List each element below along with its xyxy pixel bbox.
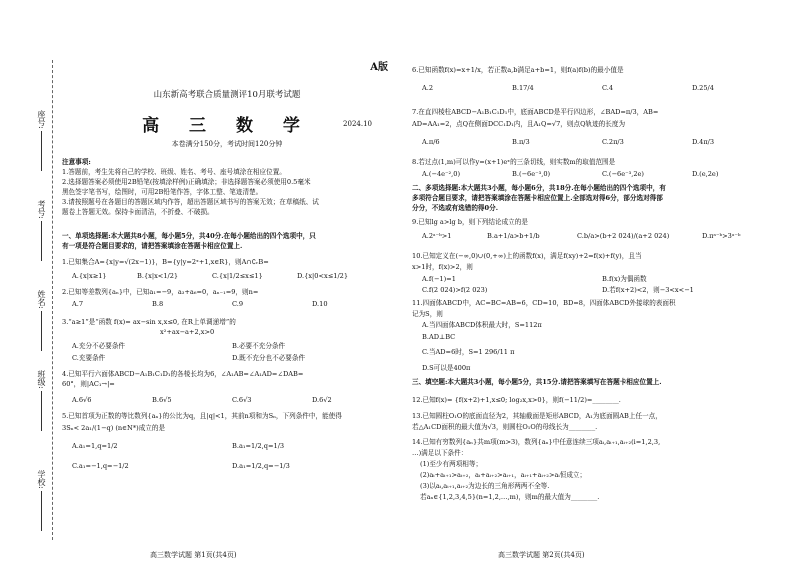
q3-stem-piece2: x²+ax−a+2,x>0 bbox=[160, 328, 215, 336]
section3-heading: 三、填空题:本大题共3小题，每小题5分，共15分.请把答案填写在答题卡相应位置上. bbox=[412, 378, 662, 386]
q6-option-d[interactable]: D.25/4 bbox=[692, 84, 714, 92]
q9-option-b[interactable]: B.a+1/a>b+1/b bbox=[487, 232, 540, 240]
notice-1: 1.答题前，考生先将自己的学校、班级、姓名、考号、座号填涂在相应位置。 bbox=[62, 168, 286, 176]
q8-option-d[interactable]: D.(e,2e) bbox=[692, 170, 719, 178]
q2-stem: 2.已知等差数列{aₙ}中，已知a₁=−9，a₃+a₆=0，aₙ₋₁=9，则n= bbox=[62, 288, 259, 296]
notice-2b: 黑色签字笔书写，绘图时，可用2B铅笔作答，字体工整、笔迹清楚。 bbox=[62, 188, 263, 196]
q10-stem-cont: x>1时，f(x)>2，则 bbox=[412, 263, 473, 271]
q4-option-d[interactable]: D.6√2 bbox=[312, 396, 332, 404]
version-mark: A版 bbox=[370, 62, 388, 73]
q2-option-d[interactable]: D.10 bbox=[312, 300, 328, 308]
q7-option-a[interactable]: A.π/6 bbox=[422, 138, 440, 146]
q4-stem-cont: 60°，则|AC₁→|= bbox=[62, 380, 115, 388]
q7-option-d[interactable]: D.4π/3 bbox=[692, 138, 715, 146]
q7-stem-cont: AD=AA₁=2，点Q在侧面DCC₁D₁内，且A₁Q=√7，则点Q轨迹的长度为 bbox=[412, 120, 626, 128]
q13-stem: 13.已知圆柱O₁O的底面直径为2，其轴截面是矩形ABCD，A₁为底面圆AB上任一点， bbox=[412, 412, 662, 420]
q13-stem-cont: 若△A₁CD面积的最大值为√3，则圆柱O₁O的母线长为________. bbox=[412, 423, 598, 431]
q11-stem-cont: 记为S，则 bbox=[412, 310, 443, 318]
q11-stem: 11.四面体ABCD中，AC=BC=AB=6，CD=10，BD=8，四面体ABCD外接球的表面积 bbox=[412, 299, 676, 307]
q8-stem: 8.若过点(1,m)可以作y=(x+1)eˣ的三条切线，则实数m的取值范围是 bbox=[412, 158, 616, 166]
section1-heading: 一、单项选择题:本大题共8小题，每小题5分，共40分.在每小题给出的四个选项中，只 bbox=[62, 232, 316, 240]
q1-option-b[interactable]: B.{x|x<1/2} bbox=[137, 272, 179, 280]
q5-stem-cont: 3Sₙ< 2a₁/(1−q) (n∈N*)成立的是 bbox=[62, 424, 166, 432]
q6-option-a[interactable]: A.2 bbox=[422, 84, 434, 92]
q9-option-c[interactable]: C.b/a>(b+2 024)/(a+2 024) bbox=[577, 232, 670, 240]
q10-option-c[interactable]: C.f(2 024)>f(2 023) bbox=[422, 286, 488, 294]
section2-heading-3: 分分，不选或有选错的得0分. bbox=[412, 204, 499, 212]
q6-option-b[interactable]: B.17/4 bbox=[512, 84, 534, 92]
notice-title: 注意事项: bbox=[62, 158, 91, 166]
q2-option-c[interactable]: C.9 bbox=[232, 300, 244, 308]
q7-option-c[interactable]: C.2π/3 bbox=[602, 138, 624, 146]
q1-option-d[interactable]: D.{x|0<x≤1/2} bbox=[297, 272, 349, 280]
exam-title: 山东新高考联合质量测评10月联考试题 bbox=[153, 90, 301, 100]
q9-option-d[interactable]: D.πᵃ⁻ᵇ>3ᵃ⁻ᵇ bbox=[702, 232, 741, 240]
q11-option-d[interactable]: D.S可以是400π bbox=[422, 364, 471, 372]
q3-option-b[interactable]: B.必要不充分条件 bbox=[232, 342, 286, 350]
notice-3b: 题卷上答题无效。保持卡面清洁，不折叠、不破损。 bbox=[62, 208, 214, 216]
q12-stem: 12.已知f(x)= {f(x+2)+1,x≤0; log₂x,x>0}，则f(−11/2)=________. bbox=[412, 396, 621, 404]
margin-field-exam-id[interactable]: 考号: bbox=[36, 200, 47, 261]
q10-option-b[interactable]: B.f(x)为偶函数 bbox=[602, 275, 647, 283]
footer-left: 高三数学试题 第1页(共4页) bbox=[150, 551, 237, 559]
q11-option-a[interactable]: A.当四面体ABCD体积最大时，S=112π bbox=[422, 321, 542, 329]
subject-title: 高 三 数 学 bbox=[142, 116, 312, 136]
q1-option-c[interactable]: C.{x|1/2≤x≤1} bbox=[212, 272, 263, 280]
q11-option-c[interactable]: C.当AD=6时，S=1 296/11 π bbox=[422, 348, 515, 356]
q14-stem: 14.已知有穷数列{aₙ}共m项(m>3)，数列{aₙ}中任意连续三项aᵢ,aᵢ₊₁,aᵢ₊₂(i=1,2,3, bbox=[412, 438, 661, 446]
q14-cond-3: (3)以aᵢ,aᵢ₊₁,aᵢ₊₂为边长的三角形两两不全等. bbox=[420, 482, 550, 490]
q11-option-b[interactable]: B.AD⊥BC bbox=[422, 333, 456, 341]
q4-stem: 4.已知平行六面体ABCD−A₁B₁C₁D₁的各棱长均为6，∠A₁AB=∠A₁AD=∠DAB= bbox=[62, 370, 304, 378]
q8-option-c[interactable]: C.(−6e⁻³,2e) bbox=[602, 170, 644, 178]
section1-heading-cont: 有一项是符合题目要求的，请把答案填涂在答题卡相应位置上. bbox=[62, 242, 243, 250]
q5-option-d[interactable]: D.a₁=1/2,q=−1/3 bbox=[232, 462, 290, 470]
binding-line bbox=[52, 60, 53, 540]
section2-heading-2: 多项符合题目要求，请把答案填涂在答题卡相应位置上.全部选对得6分，部分选对得部 bbox=[412, 194, 663, 202]
q14-stem-2: …)满足以下条件： bbox=[412, 449, 468, 457]
q5-option-a[interactable]: A.a₁=1,q=1/2 bbox=[72, 442, 118, 450]
q3-option-c[interactable]: C.充要条件 bbox=[72, 354, 106, 362]
q4-option-a[interactable]: A.6√6 bbox=[72, 396, 92, 404]
q7-stem: 7.在直四棱柱ABCD−A₁B₁C₁D₁中，底面ABCD是平行四边形，∠BAD=π/3，AB= bbox=[412, 108, 659, 116]
exam-date: 2024.10 bbox=[343, 120, 372, 128]
q4-option-b[interactable]: B.6√5 bbox=[152, 396, 172, 404]
q14-question: 若aₙ∈{1,2,3,4,5}(n=1,2,…,m)，则m的最大值为________. bbox=[420, 493, 600, 501]
q14-cond-1: (1)至少有两项相等； bbox=[420, 460, 483, 468]
margin-field-name[interactable]: 姓名: bbox=[36, 290, 47, 351]
q5-option-c[interactable]: C.a₁=−1,q=−1/2 bbox=[72, 462, 129, 470]
q5-stem: 5.已知首项为正数的等比数列{aₙ}的公比为q，且|q|<1，其前n项和为Sₙ，下列条件中，能使得 bbox=[62, 412, 342, 420]
margin-field-school[interactable]: 学校: bbox=[36, 470, 47, 531]
q6-option-c[interactable]: C.4 bbox=[602, 84, 614, 92]
q10-stem: 10.已知定义在(−∞,0)∪(0,+∞)上的函数f(x)，满足f(xy)+2=f(x)+f(y)，且当 bbox=[412, 252, 642, 260]
section2-heading: 二、多项选择题:本大题共3小题，每小题6分，共18分.在每小题给出的四个选项中，有 bbox=[412, 184, 666, 192]
q3-option-a[interactable]: A.充分不必要条件 bbox=[72, 342, 126, 350]
q7-option-b[interactable]: B.π/3 bbox=[512, 138, 530, 146]
q3-option-d[interactable]: D.既不充分也不必要条件 bbox=[232, 354, 306, 362]
q2-option-a[interactable]: A.7 bbox=[72, 300, 84, 308]
margin-field-class[interactable]: 班级: bbox=[36, 370, 47, 431]
q4-option-c[interactable]: C.6√3 bbox=[232, 396, 252, 404]
q3-stem: 3.“a≥1”是“函数 f(x)= ax−sin x,x≤0, 在R上单调递增”的 bbox=[62, 318, 236, 326]
margin-field-seat[interactable]: 座号: bbox=[36, 110, 47, 171]
q2-option-b[interactable]: B.8 bbox=[152, 300, 164, 308]
q1-stem: 1.已知集合A={x|y=√(2x−1)}，B={y|y=2ˣ+1,x∈R}，则A∩∁ᵣB= bbox=[62, 258, 269, 266]
binding-margin bbox=[0, 0, 58, 566]
q14-cond-2: (2)aᵢ+aᵢ₊₁>aᵢ₊₂，aᵢ+aᵢ₊₂>aᵢ₊₁，aᵢ₊₁+aᵢ₊₂>aᵢ恒成立； bbox=[420, 471, 587, 479]
q9-option-a[interactable]: A.2ᵃ⁻ᵇ>1 bbox=[422, 232, 452, 240]
q8-option-b[interactable]: B.(−6e⁻³,0) bbox=[512, 170, 551, 178]
score-info: 本卷满分150分，考试时间120分钟 bbox=[171, 140, 283, 148]
page-right bbox=[402, 0, 800, 566]
q8-option-a[interactable]: A.(−4e⁻²,0) bbox=[422, 170, 461, 178]
q9-stem: 9.已知lg a>lg b，则下列结论成立的是 bbox=[412, 218, 528, 226]
q6-stem: 6.已知函数f(x)=x+1/x，若正数a,b满足a+b=1，则f(a)f(b)的最小值是 bbox=[412, 66, 624, 74]
q10-option-a[interactable]: A.f(−1)=1 bbox=[422, 275, 456, 283]
q10-option-d[interactable]: D.若f(x+2)<2，则−3<x<−1 bbox=[602, 286, 694, 294]
footer-right: 高三数学试题 第2页(共4页) bbox=[498, 551, 585, 559]
q5-option-b[interactable]: B.a₁=1/2,q=1/3 bbox=[232, 442, 285, 450]
notice-3: 3.请按照题号在各题目的答题区域内作答，超出答题区域书写的答案无效；在草稿纸、试 bbox=[62, 198, 319, 206]
notice-2: 2.选择题答案必须使用2B铅笔(按填涂样例)正确填涂；非选择题答案必须使用0.5毫米 bbox=[62, 178, 311, 186]
q1-option-a[interactable]: A.{x|x≥1} bbox=[72, 272, 107, 280]
